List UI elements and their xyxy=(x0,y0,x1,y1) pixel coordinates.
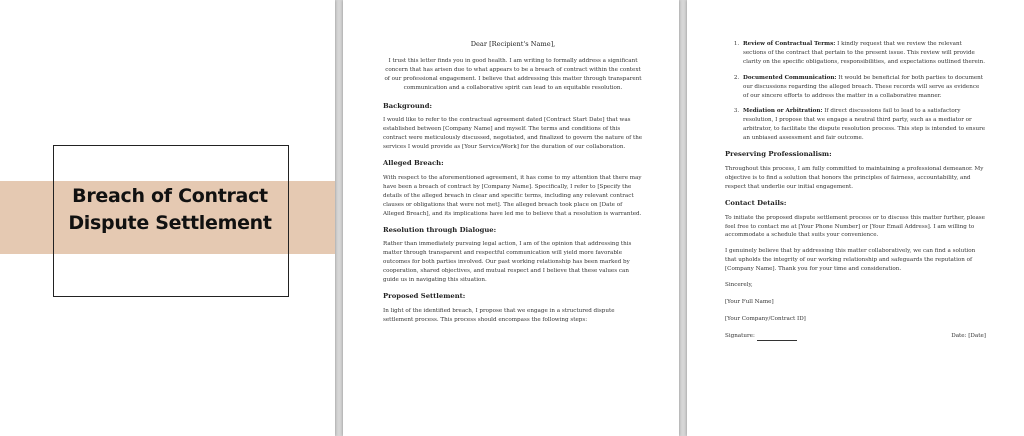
cover-title-line2: Dispute Settlement xyxy=(68,212,272,234)
resolution-heading: Resolution through Dialogue: xyxy=(383,225,497,234)
resolution-paragraph: Rather than immediately pursuing legal action, I am of the opinion that addressing this matter through transparent and respectful communication will yield more favorable outcomes for both parties involved. Our past working relationship has been marked by cooperation, shared objectives, and mutual respect and I believe that these values can guide us in navigating this situation. xyxy=(383,241,632,284)
date-field: Date: [Date] xyxy=(951,332,986,339)
proposed-settlement-paragraph: In light of the identified breach, I propose that we engage in a structured dispute settlement process. This process should encompass the following steps: xyxy=(383,307,615,323)
sincerely: Sincerely, xyxy=(725,282,753,289)
list-item xyxy=(741,74,986,101)
background-paragraph: I would like to refer to the contractual agreement dated [Contract Start Date] that was established between [Company Name] and myself. The terms and conditions of this contract were meticulously discussed, negotiated, and finalized to govern the nature of the services I would provide as [Your Service/Work] for the duration of our collaboration. xyxy=(383,117,643,151)
cover-title xyxy=(40,183,300,237)
settlement-steps-list xyxy=(725,40,986,143)
closing-paragraph: I genuinely believe that by addressing this matter collaboratively, we can find a solution that upholds the integrity of our working relationship and safeguards the reputation of [Company Name]. Thank you for your time and consideration. xyxy=(725,248,976,273)
intro-paragraph: I trust this letter finds you in good health. I am writing to formally address a significant concern that has arisen due to what appears to be a breach of contract within the context of our professional engagement. I believe that addressing this matter through transparent communication and a collaborative spirit can lead to an equitable resolution. xyxy=(384,57,642,91)
contact-heading: Contact Details: xyxy=(725,198,787,207)
letter-body-1 xyxy=(383,40,643,332)
contact-paragraph: To initiate the proposed dispute settlement process or to discuss this matter further, please feel free to contact me at [Your Phone Number] or [Your Email Address]. I am willing to accommodate a schedule that suits your convenience. xyxy=(725,214,985,239)
step-lead: Review of Contractual Terms: xyxy=(743,41,836,47)
signature-label: Signature: xyxy=(725,332,755,339)
letter-page-1 xyxy=(343,0,679,436)
alleged-breach-paragraph: With respect to the aforementioned agreement, it has come to my attention that there may have been a breach of contract by [Company Name]. Specifically, I refer to [Specify the details of the alleged breach in clear and specific terms, including any relevant contract clauses or obligations that were not met]. The alleged breach took place on [Date of Alleged Breach], and its implications have led me to believe that a resolution is warranted. xyxy=(383,174,642,217)
cover-title-line1: Breach of Contract xyxy=(72,185,268,207)
step-lead: Documented Communication: xyxy=(743,74,837,81)
letter-page-2 xyxy=(687,0,1024,436)
step-text: It would be beneficial for both parties to document our discussions regarding the alleged breach. These records will serve as evidence of our sincere efforts to address the matter in a collaborative manner. xyxy=(743,74,984,99)
proposed-settlement-heading: Proposed Settlement: xyxy=(383,291,466,300)
step-text: If direct discussions fail to lead to a satisfactory resolution, I propose that we engage a neutral third party, such as a mediator or arbitrator, to facilitate the dispute resolution process. This step is intended to ensure an unbiased assessment and fair outcome. xyxy=(743,108,986,142)
signature-row xyxy=(725,332,986,341)
preserving-heading: Preserving Professionalism: xyxy=(725,150,832,159)
cover-page xyxy=(0,0,335,436)
list-item xyxy=(741,107,986,143)
list-item xyxy=(741,40,986,67)
preserving-paragraph: Throughout this process, I am fully committed to maintaining a professional demeanor. My objective is to find a solution that honors the principles of fairness, accountability, and respect that underlie our initial engagement. xyxy=(725,165,984,190)
full-name: [Your Full Name] xyxy=(725,298,774,305)
letter-body-2 xyxy=(725,40,986,341)
salutation: Dear [Recipient's Name], xyxy=(470,40,556,48)
signature-blank-line xyxy=(757,340,797,341)
step-text: I kindly request that we review the relevant sections of the contract that pertain to the present issue. This review will provide clarity on the specific obligations, responsibilities, and expectations outlined therein. xyxy=(743,41,985,65)
background-heading: Background: xyxy=(383,101,433,110)
company-contact-id: [Your Company/Contract ID] xyxy=(725,315,806,322)
step-lead: Mediation or Arbitration: xyxy=(743,108,823,115)
signature-field xyxy=(725,332,797,341)
alleged-breach-heading: Alleged Breach: xyxy=(383,159,444,168)
